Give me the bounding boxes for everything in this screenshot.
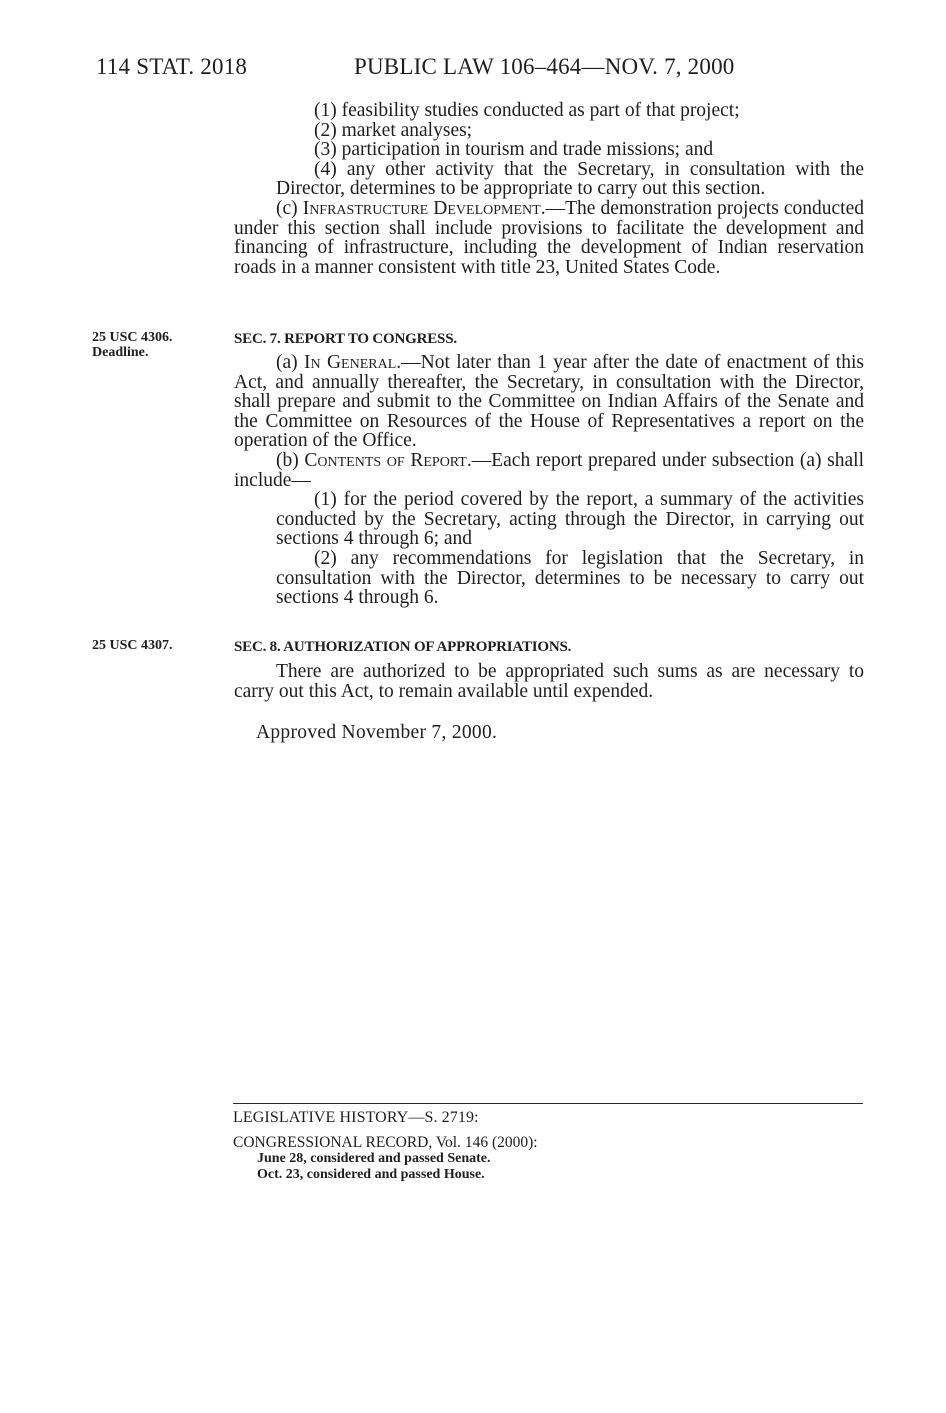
history-entry: June 28, considered and passed Senate.	[257, 1151, 491, 1166]
subsection-a-heading: In General	[304, 352, 397, 373]
history-entry: Oct. 23, considered and passed House.	[257, 1167, 485, 1182]
approval-date: Approved November 7, 2000.	[256, 722, 498, 743]
list-item: (2) market analyses;	[314, 119, 473, 141]
subsection-c-heading: Infrastructure Development	[302, 197, 541, 219]
subsection-c	[234, 199, 864, 277]
legislative-history	[233, 1103, 863, 1183]
section-heading: SEC. 8. AUTHORIZATION OF APPROPRIATIONS.	[234, 639, 572, 655]
subsection-b-label: (b)	[276, 449, 305, 471]
usc-citation: 25 USC 4306.	[92, 330, 173, 345]
paragraph-b1: (1) for the period covered by the report, a summary of the activities conducted by the Secretary, acting through the Director, in carrying out sections 4 through 6; and	[276, 489, 864, 550]
subsection-b-heading: Contents of Report	[304, 449, 467, 471]
list-item: (1) feasibility studies conducted as part of that project;	[314, 100, 740, 121]
section-heading: SEC. 7. REPORT TO CONGRESS.	[234, 331, 457, 347]
paragraph-b2: (2) any recommendations for legislation that the Secretary, in consultation with the Director, determines to be necessary to carry out sections 4 through 6.	[276, 547, 864, 609]
subsection-a	[234, 353, 864, 451]
usc-citation: 25 USC 4307.	[92, 638, 173, 653]
subsection-a-label: (a)	[276, 352, 304, 373]
subsection-c-text: .—The demonstration projects conducted under this section shall include provisions to facilitate the development and financing of infrastructure, including the development of Indian reservation roads in a manner consistent with title 23, United States Code.	[234, 197, 864, 278]
list-item: (3) participation in tourism and trade missions; and	[314, 139, 714, 161]
list-block	[234, 101, 864, 277]
deadline-note: Deadline.	[92, 345, 149, 360]
subsection-b-text: .—Each report prepared under subsection (a) shall include—	[234, 449, 864, 491]
legislative-history-title: LEGISLATIVE HISTORY—S. 2719:	[233, 1109, 479, 1126]
subsection-a-text: .—Not later than 1 year after the date of enactment of this Act, and annually thereafter, the Secretary, in consultation with the Director, shall prepare and submit to the Committee on Indian Affairs of the Senate and the Committee on Resources of the House of Representatives a report on the operation of the Office.	[234, 352, 864, 452]
subsection-c-label: (c)	[276, 197, 303, 219]
appropriations-text: There are authorized to be appropriated such sums as are necessary to carry out this Act, to remain available until expended.	[234, 661, 864, 702]
stat-citation: 114 STAT. 2018	[96, 54, 248, 79]
section-7-body	[234, 353, 864, 608]
subsection-b	[234, 451, 864, 490]
section-7	[234, 330, 864, 350]
footnote-rule	[233, 1103, 863, 1104]
margin-note-sec8	[92, 638, 173, 653]
margin-note-sec7	[92, 330, 173, 360]
congressional-record: CONGRESSIONAL RECORD, Vol. 146 (2000):	[233, 1134, 538, 1151]
section-8-body	[234, 662, 864, 701]
list-item: (4) any other activity that the Secretary, in consultation with the Director, determines to be appropriate to carry out this section.	[276, 158, 864, 200]
public-law-title: PUBLIC LAW 106–464—NOV. 7, 2000	[354, 54, 735, 79]
section-8	[234, 638, 864, 658]
